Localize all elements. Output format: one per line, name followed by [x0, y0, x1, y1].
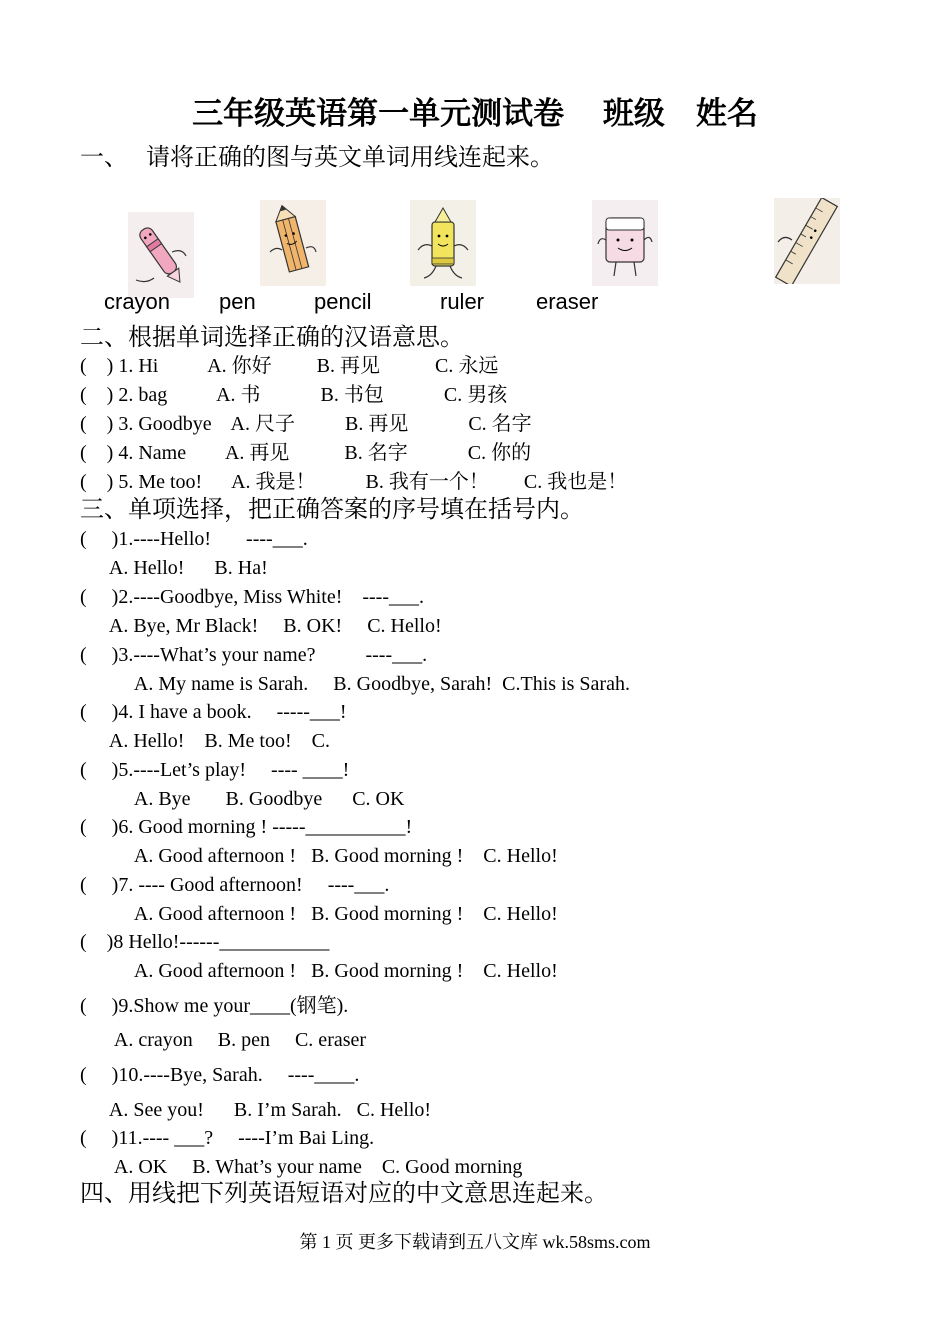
choice-options: A. OK B. What’s your name C. Good morning — [80, 1156, 523, 1178]
choice-options: A. My name is Sarah. B. Goodbye, Sarah! C.This is Sarah. — [80, 673, 630, 695]
choice-question: ( )6. Good morning ! -----__________! — [80, 816, 413, 838]
page-title: 三年级英语第一单元测试卷 班级 姓名 — [192, 96, 758, 131]
pencil-cartoon-icon — [260, 200, 326, 286]
choice-options: A. Bye B. Goodbye C. OK — [80, 788, 405, 810]
choice-options: A. Bye, Mr Black! B. OK! C. Hello! — [80, 615, 442, 637]
choice-options: A. See you! B. I’m Sarah. C. Hello! — [80, 1099, 432, 1121]
vocab-question: ( ) 1. Hi A. 你好 B. 再见 C. 永远 — [80, 355, 499, 377]
word-crayon: crayon — [104, 289, 171, 314]
choice-options: A. Good afternoon ! B. Good morning ! C. Hello! — [80, 960, 558, 982]
section-2-heading: 二、根据单词选择正确的汉语意思。 — [80, 325, 464, 351]
choice-question: ( )3.----What’s your name? ----___. — [80, 644, 428, 666]
choice-question: ( )5.----Let’s play! ---- ____! — [80, 759, 350, 781]
choice-question: ( )11.---- ___? ----I’m Bai Ling. — [80, 1127, 375, 1149]
choice-question: ( )9.Show me your____(钢笔). — [80, 995, 349, 1017]
word-pencil: pencil — [314, 289, 372, 314]
eraser-cartoon-icon — [592, 200, 658, 286]
choice-question: ( )8 Hello!------___________ — [80, 931, 330, 953]
choice-question: ( )10.----Bye, Sarah. ----____. — [80, 1064, 360, 1086]
choice-options: A. Hello! B. Me too! C. — [80, 730, 330, 752]
pen-cartoon-icon — [128, 212, 194, 298]
vocab-question: ( ) 3. Goodbye A. 尺子 B. 再见 C. 名字 — [80, 413, 532, 435]
choice-question: ( )1.----Hello! ----___. — [80, 528, 308, 550]
vocab-question: ( ) 2. bag A. 书 B. 书包 C. 男孩 — [80, 384, 508, 406]
word-eraser: eraser — [536, 289, 599, 314]
choice-question: ( )7. ---- Good afternoon! ----___. — [80, 874, 390, 896]
page-footer: 第 1 页 更多下载请到五八文库 wk.58sms.com — [299, 1232, 651, 1252]
section-3-heading: 三、单项选择，把正确答案的序号填在括号内。 — [80, 497, 584, 523]
word-ruler: ruler — [440, 289, 485, 314]
choice-options: A. Hello! B. Ha! — [80, 557, 268, 579]
choice-options: A. Good afternoon ! B. Good morning ! C. Hello! — [80, 903, 558, 925]
section-4-heading: 四、用线把下列英语短语对应的中文意思连起来。 — [80, 1181, 608, 1207]
vocab-question: ( ) 4. Name A. 再见 B. 名字 C. 你的 — [80, 442, 532, 464]
choice-options: A. crayon B. pen C. eraser — [80, 1029, 367, 1051]
choice-options: A. Good afternoon ! B. Good morning ! C. Hello! — [80, 845, 558, 867]
crayon-cartoon-icon — [410, 200, 476, 286]
ruler-cartoon-icon — [774, 198, 840, 284]
choice-question: ( )2.----Goodbye, Miss White! ----___. — [80, 586, 424, 608]
vocab-question: ( ) 5. Me too! A. 我是！ B. 我有一个！ C. 我也是！ — [80, 471, 628, 493]
choice-question: ( )4. I have a book. -----___! — [80, 701, 347, 723]
word-pen: pen — [219, 289, 256, 314]
section-1-heading: 一、 请将正确的图与英文单词用线连起来。 — [80, 145, 554, 171]
